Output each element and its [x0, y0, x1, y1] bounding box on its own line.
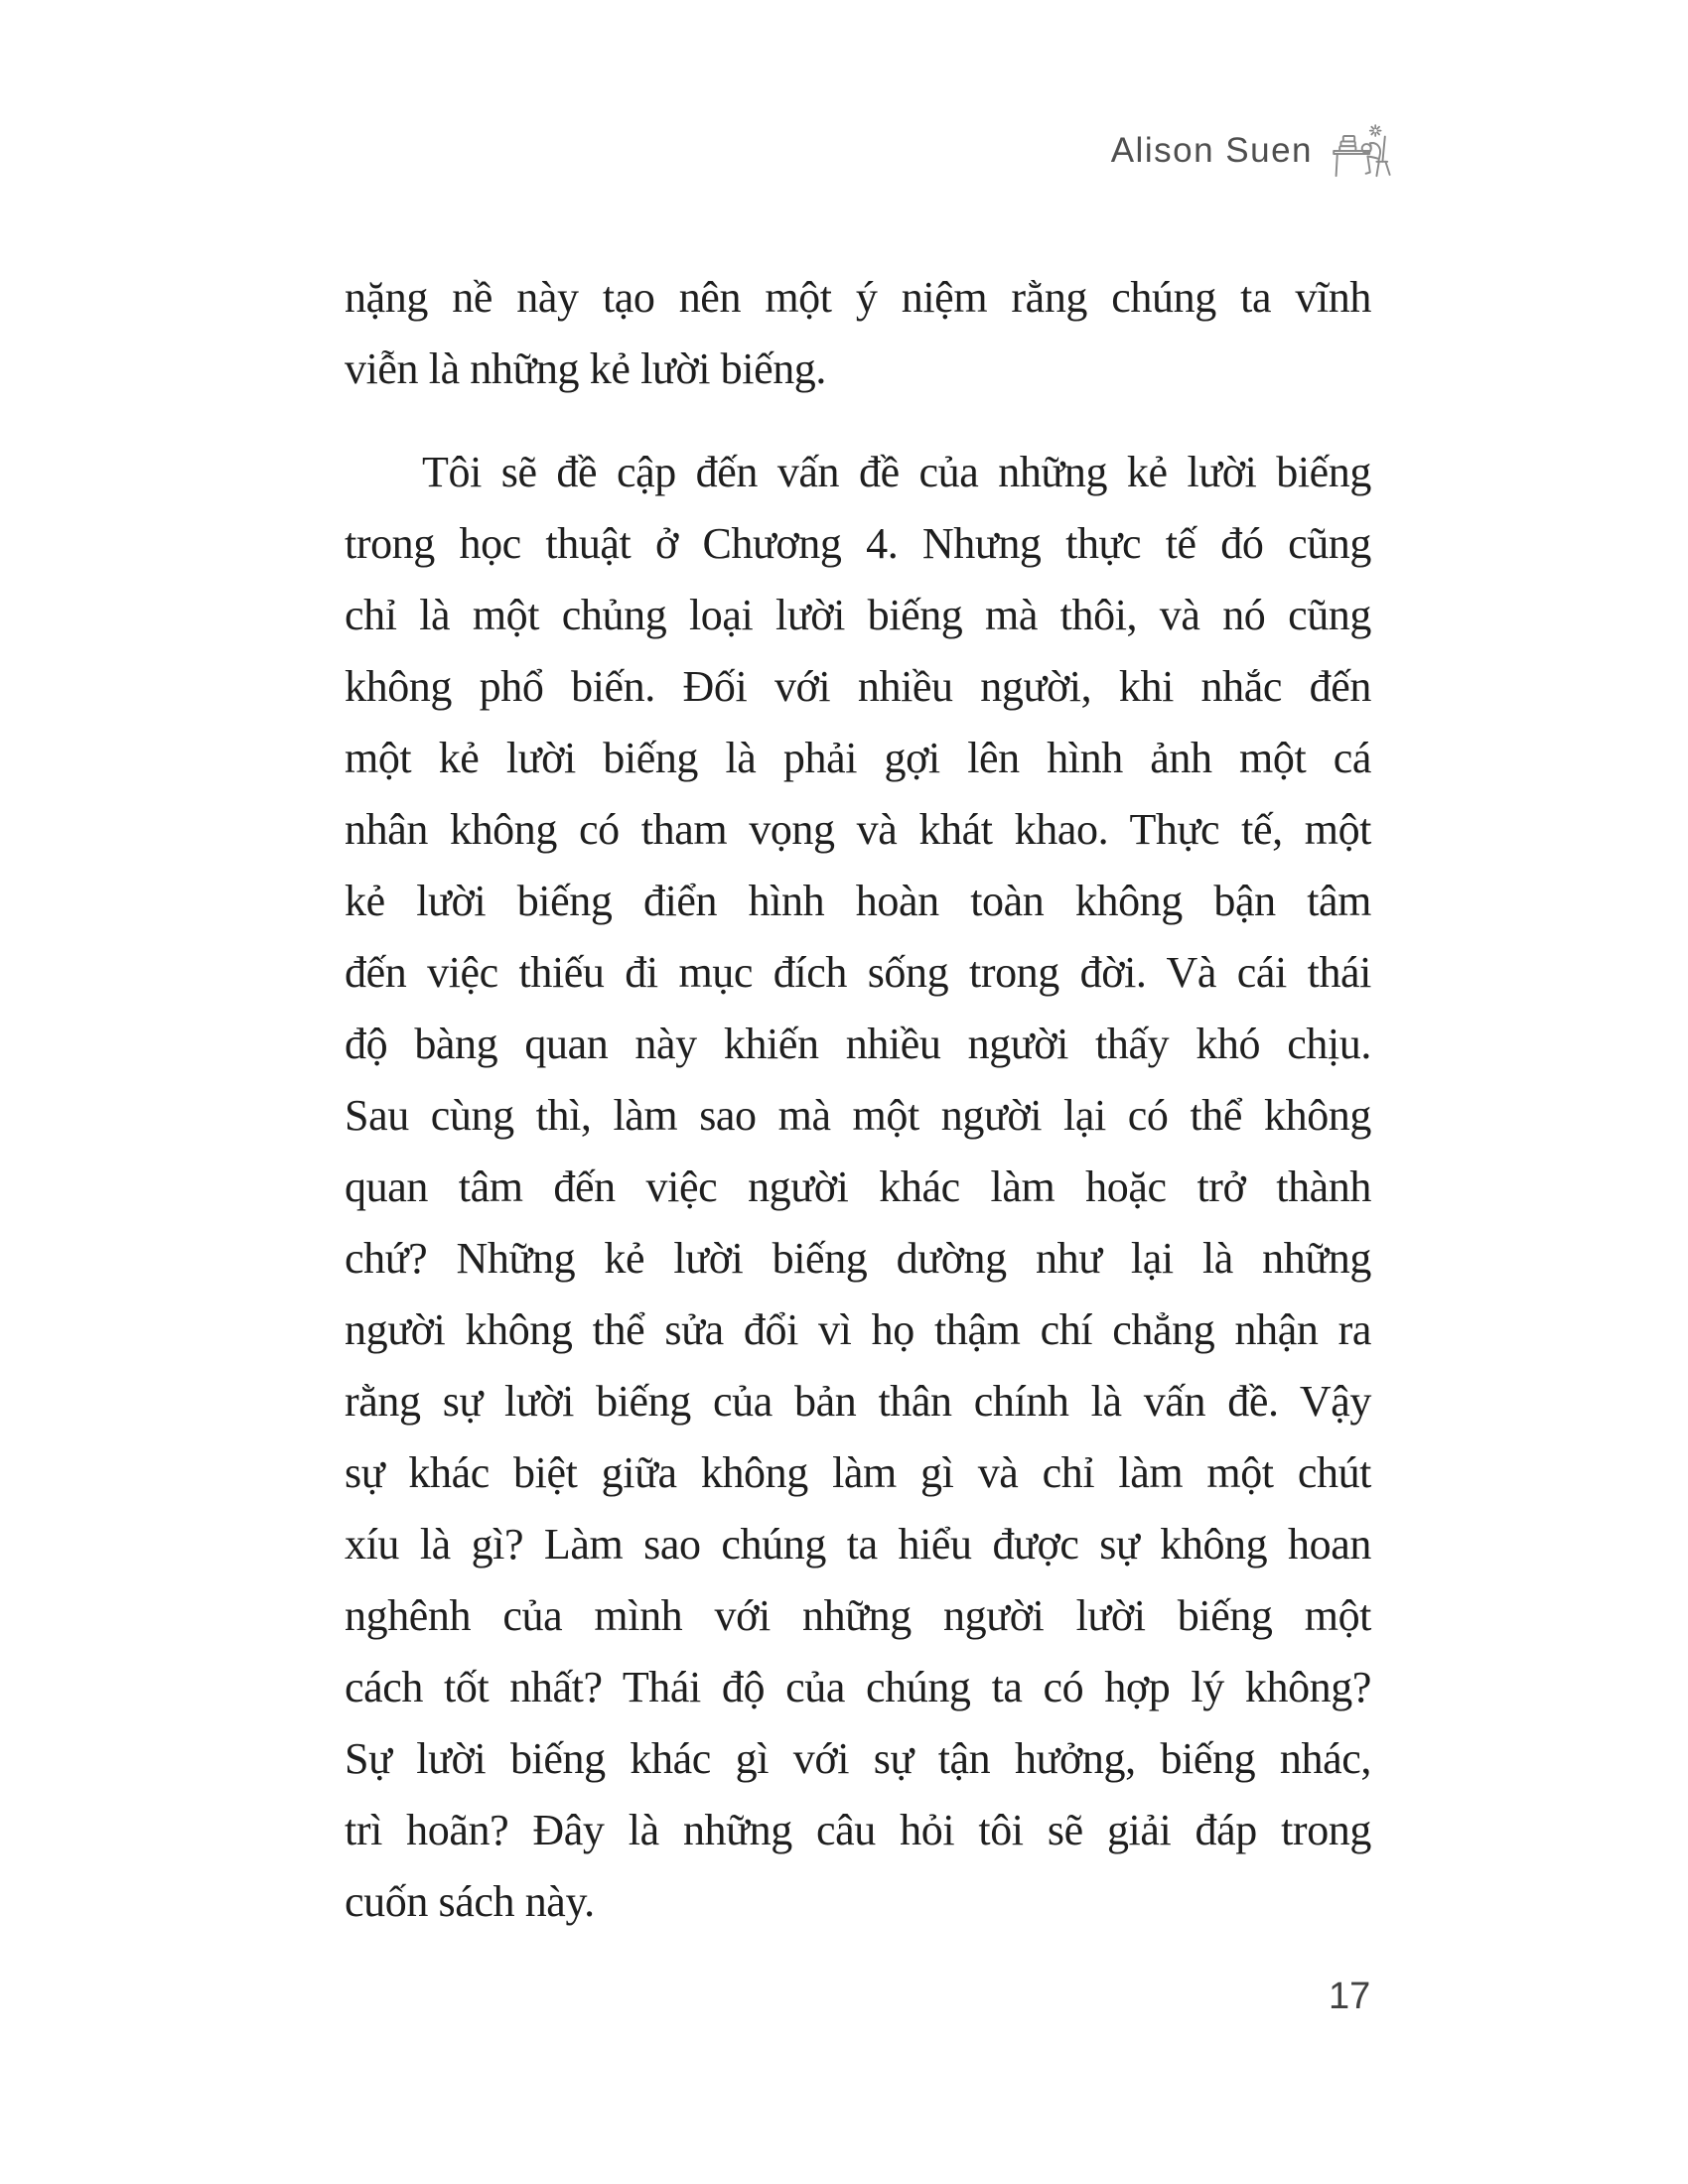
text-line: Tôi sẽ đề cập đến vấn đề của những kẻ lười biếng: [422, 448, 1371, 496]
text-line: Sự lười biếng khác gì với sự tận hưởng, biếng nhác,: [345, 1734, 1371, 1783]
text-line: đến việc thiếu đi mục đích sống trong đời. Và cái thái: [345, 948, 1371, 997]
text-line: chỉ là một chủng loại lười biếng mà thôi, và nó cũng: [345, 591, 1371, 639]
text-line: nghênh của mình với những người lười biếng một: [345, 1591, 1371, 1640]
text-line: xíu là gì? Làm sao chúng ta hiểu được sự không hoan: [345, 1520, 1371, 1569]
person-sleeping-at-desk-icon: [1333, 123, 1392, 179]
paragraph: [345, 262, 1371, 405]
text-line: Sau cùng thì, làm sao mà một người lại có thể không: [345, 1091, 1371, 1140]
text-line: cách tốt nhất? Thái độ của chúng ta có hợp lý không?: [345, 1663, 1371, 1711]
text-line: nhân không có tham vọng và khát khao. Thực tế, một: [345, 805, 1371, 854]
text-line: cuốn sách này.: [345, 1877, 595, 1926]
body-text: [345, 262, 1371, 1938]
sparkle-icon: [1370, 125, 1381, 136]
text-line: viễn là những kẻ lười biếng.: [345, 344, 827, 393]
text-line: sự khác biệt giữa không làm gì và chỉ làm một chút: [345, 1448, 1371, 1497]
text-line: kẻ lười biếng điển hình hoàn toàn không bận tâm: [345, 877, 1371, 925]
text-line: không phổ biến. Đối với nhiều người, khi nhắc đến: [345, 662, 1371, 711]
paragraph: [345, 437, 1371, 1938]
text-line: trì hoãn? Đây là những câu hỏi tôi sẽ giải đáp trong: [345, 1806, 1371, 1854]
text-line: một kẻ lười biếng là phải gợi lên hình ảnh một cá: [345, 734, 1371, 782]
running-header: [0, 123, 1392, 179]
text-line: trong học thuật ở Chương 4. Nhưng thực tế đó cũng: [345, 519, 1371, 568]
text-line: nặng nề này tạo nên một ý niệm rằng chúng ta vĩnh: [345, 273, 1371, 322]
page-number: 17: [1329, 1976, 1371, 2017]
text-line: độ bàng quan này khiến nhiều người thấy khó chịu.: [345, 1020, 1371, 1068]
author-name: Alison Suen: [1110, 130, 1313, 170]
text-line: người không thể sửa đổi vì họ thậm chí chẳng nhận ra: [345, 1305, 1371, 1354]
text-line: rằng sự lười biếng của bản thân chính là vấn đề. Vậy: [345, 1377, 1371, 1426]
text-line: quan tâm đến việc người khác làm hoặc trở thành: [345, 1162, 1371, 1211]
text-line: chứ? Những kẻ lười biếng dường như lại là những: [345, 1234, 1371, 1283]
